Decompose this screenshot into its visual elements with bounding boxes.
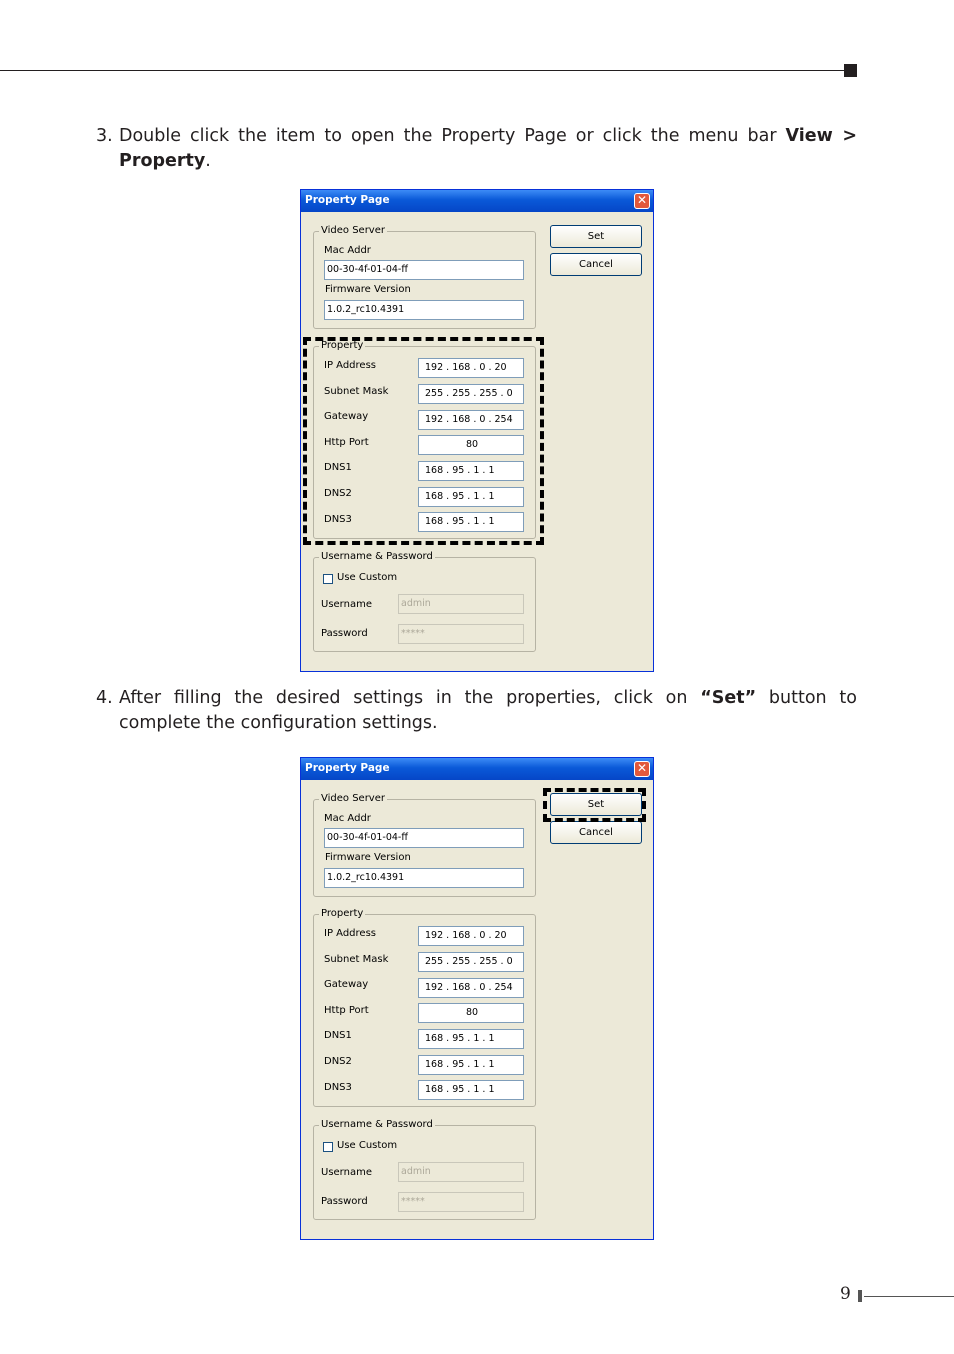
- gateway-field[interactable]: 192 . 168 . 0 . 254: [418, 978, 524, 998]
- title-bar: [301, 758, 653, 780]
- page-number: 9: [840, 1284, 851, 1304]
- password-label: Password: [321, 628, 368, 639]
- password-label: Password: [321, 1196, 368, 1207]
- http-port-field[interactable]: 80: [418, 1003, 524, 1023]
- username-label: Username: [321, 1167, 372, 1178]
- group-label: Username & Password: [321, 1119, 433, 1130]
- ip-address-field[interactable]: 192 . 168 . 0 . 20: [418, 358, 524, 378]
- dialog-title: Property Page: [305, 194, 390, 206]
- subnet-mask-field[interactable]: 255 . 255 . 255 . 0: [418, 384, 524, 404]
- group-label: Video Server: [321, 225, 385, 236]
- use-custom-checkbox[interactable]: [323, 1142, 333, 1152]
- ip-address-label: IP Address: [324, 928, 376, 939]
- set-button[interactable]: Set: [550, 793, 642, 816]
- group-label: Property: [321, 340, 364, 351]
- mac-addr-field[interactable]: 00-30-4f-01-04-ff: [324, 260, 524, 280]
- username-label: Username: [321, 599, 372, 610]
- dns3-label: DNS3: [324, 514, 352, 525]
- dns2-field[interactable]: 168 . 95 . 1 . 1: [418, 1055, 524, 1075]
- subnet-mask-label: Subnet Mask: [324, 954, 389, 965]
- title-bar: [301, 190, 653, 212]
- step-number: 3.: [96, 126, 113, 146]
- group-label: Property: [321, 908, 364, 919]
- username-field[interactable]: admin: [398, 594, 524, 614]
- ip-address-label: IP Address: [324, 360, 376, 371]
- close-icon[interactable]: ✕: [634, 761, 650, 777]
- gateway-field[interactable]: 192 . 168 . 0 . 254: [418, 410, 524, 430]
- set-button-highlight-box: [543, 788, 646, 822]
- dns1-label: DNS1: [324, 1030, 352, 1041]
- header-rule: [0, 70, 848, 71]
- cancel-button[interactable]: Cancel: [550, 253, 642, 276]
- username-field[interactable]: admin: [398, 1162, 524, 1182]
- dns3-field[interactable]: 168 . 95 . 1 . 1: [418, 1080, 524, 1100]
- ip-address-field[interactable]: 192 . 168 . 0 . 20: [418, 926, 524, 946]
- step-number: 4.: [96, 688, 113, 708]
- dialog-title: Property Page: [305, 762, 390, 774]
- firmware-version-label: Firmware Version: [325, 284, 411, 295]
- use-custom-checkbox[interactable]: [323, 574, 333, 584]
- step-text: After filling the desired settings in the properties, click on “Set” button to complete the configuration settings.: [119, 688, 857, 733]
- mac-addr-field[interactable]: 00-30-4f-01-04-ff: [324, 828, 524, 848]
- use-custom-label: Use Custom: [337, 1140, 398, 1151]
- step-4: [96, 686, 857, 736]
- password-field[interactable]: *****: [398, 1192, 524, 1212]
- step-text: Double click the item to open the Property Page or click the menu bar View > Property.: [119, 126, 857, 171]
- close-icon[interactable]: ✕: [634, 193, 650, 209]
- page-number-marker: [858, 1290, 862, 1302]
- firmware-version-label: Firmware Version: [325, 852, 411, 863]
- http-port-field[interactable]: 80: [418, 435, 524, 455]
- dns1-field[interactable]: 168 . 95 . 1 . 1: [418, 461, 524, 481]
- dns1-field[interactable]: 168 . 95 . 1 . 1: [418, 1029, 524, 1049]
- mac-addr-label: Mac Addr: [324, 245, 371, 256]
- property-highlight-box: [303, 337, 544, 545]
- firmware-version-field[interactable]: 1.0.2_rc10.4391: [324, 868, 524, 888]
- subnet-mask-field[interactable]: 255 . 255 . 255 . 0: [418, 952, 524, 972]
- dns2-field[interactable]: 168 . 95 . 1 . 1: [418, 487, 524, 507]
- dns3-label: DNS3: [324, 1082, 352, 1093]
- step-3: [96, 124, 857, 174]
- password-field[interactable]: *****: [398, 624, 524, 644]
- http-port-label: Http Port: [324, 1005, 369, 1016]
- group-label: Video Server: [321, 793, 385, 804]
- gateway-label: Gateway: [324, 411, 369, 422]
- dns2-label: DNS2: [324, 488, 352, 499]
- footer-rule: [864, 1296, 954, 1297]
- property-page-dialog-2: [300, 757, 654, 1240]
- mac-addr-label: Mac Addr: [324, 813, 371, 824]
- http-port-label: Http Port: [324, 437, 369, 448]
- dns2-label: DNS2: [324, 1056, 352, 1067]
- dns3-field[interactable]: 168 . 95 . 1 . 1: [418, 512, 524, 532]
- dns1-label: DNS1: [324, 462, 352, 473]
- subnet-mask-label: Subnet Mask: [324, 386, 389, 397]
- use-custom-label: Use Custom: [337, 572, 398, 583]
- gateway-label: Gateway: [324, 979, 369, 990]
- header-square-marker: [844, 64, 857, 77]
- set-button[interactable]: Set: [550, 225, 642, 248]
- cancel-button[interactable]: Cancel: [550, 821, 642, 844]
- firmware-version-field[interactable]: 1.0.2_rc10.4391: [324, 300, 524, 320]
- group-label: Username & Password: [321, 551, 433, 562]
